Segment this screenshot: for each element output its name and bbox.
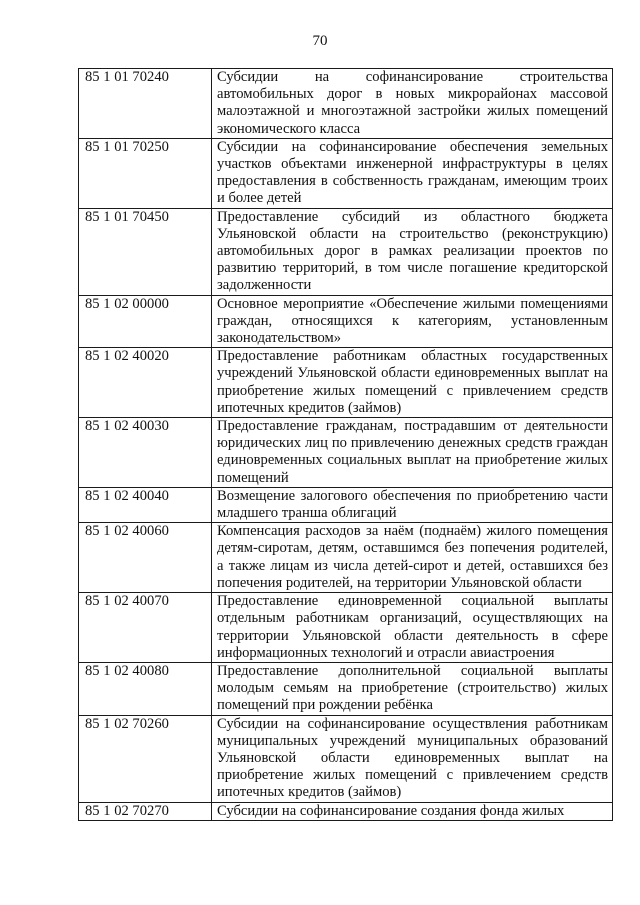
- expense-description: Основное мероприятие «Обеспечение жилыми помещениями граждан, относящихся к категориям, установленным законодательством»: [212, 295, 613, 348]
- table-row: [79, 348, 613, 418]
- table-row: [79, 69, 613, 139]
- table-row: [79, 662, 613, 715]
- classification-code: 85 1 02 00000: [79, 295, 212, 348]
- expense-description: Предоставление дополнительной социальной выплаты молодым семьям на приобретение (строительство) жилых помещений при рождении ребёнка: [212, 662, 613, 715]
- classification-code: 85 1 02 70270: [79, 802, 212, 820]
- table-row: [79, 715, 613, 802]
- expense-description: Субсидии на софинансирование осуществления работникам муниципальных учреждений муниципальных образований Ульяновской области единовременных выплат на приобретение жилых помещений с привлечением средств ипотечных кредитов (займов): [212, 715, 613, 802]
- table-row: [79, 138, 613, 208]
- expense-description: Субсидии на софинансирование строительства автомобильных дорог в новых микрорайонах массовой малоэтажной и многоэтажной застройки жилых помещений экономического класса: [212, 69, 613, 139]
- budget-classification-table: [78, 68, 613, 821]
- table-row: [79, 802, 613, 820]
- table-row: [79, 208, 613, 295]
- classification-code: 85 1 01 70250: [79, 138, 212, 208]
- expense-description: Предоставление субсидий из областного бюджета Ульяновской области на строительство (реконструкцию) автомобильных дорог в рамках реализации проектов по развитию территорий, в том числе погашение кредиторской задолженности: [212, 208, 613, 295]
- table-row: [79, 523, 613, 593]
- expense-description: Субсидии на софинансирование обеспечения земельных участков объектами инженерной инфраструктуры в целях предоставления в собственность гражданам, имеющим троих и более детей: [212, 138, 613, 208]
- expense-description: Возмещение залогового обеспечения по приобретению части младшего транша облигаций: [212, 487, 613, 522]
- expense-description: Предоставление единовременной социальной выплаты отдельным работникам организаций, осуществляющих на территории Ульяновской области деятельность в сфере информационных технологий и отрасли авиастроения: [212, 593, 613, 663]
- expense-description: Предоставление работникам областных государственных учреждений Ульяновской области единовременных выплат на приобретение жилых помещений с привлечением средств ипотечных кредитов (займов): [212, 348, 613, 418]
- classification-code: 85 1 01 70450: [79, 208, 212, 295]
- table-row: [79, 487, 613, 522]
- classification-code: 85 1 02 40030: [79, 418, 212, 488]
- classification-code: 85 1 02 40020: [79, 348, 212, 418]
- table-row: [79, 295, 613, 348]
- classification-code: 85 1 02 40080: [79, 662, 212, 715]
- classification-code: 85 1 02 70260: [79, 715, 212, 802]
- classification-code: 85 1 01 70240: [79, 69, 212, 139]
- classification-code: 85 1 02 40060: [79, 523, 212, 593]
- classification-code: 85 1 02 40070: [79, 593, 212, 663]
- classification-code: 85 1 02 40040: [79, 487, 212, 522]
- expense-description: Компенсация расходов за наём (поднаём) жилого помещения детям-сиротам, детям, оставшимся без попечения родителей, а также лицам из числа детей-сирот и детей, оставшихся без попечения родителей, на территории Ульяновской области: [212, 523, 613, 593]
- expense-description: Предоставление гражданам, пострадавшим от деятельности юридических лиц по привлечению денежных средств граждан единовременных социальных выплат на приобретение жилых помещений: [212, 418, 613, 488]
- expense-description: Субсидии на софинансирование создания фонда жилых: [212, 802, 613, 820]
- table-row: [79, 593, 613, 663]
- table-row: [79, 418, 613, 488]
- page-number: 70: [312, 33, 328, 49]
